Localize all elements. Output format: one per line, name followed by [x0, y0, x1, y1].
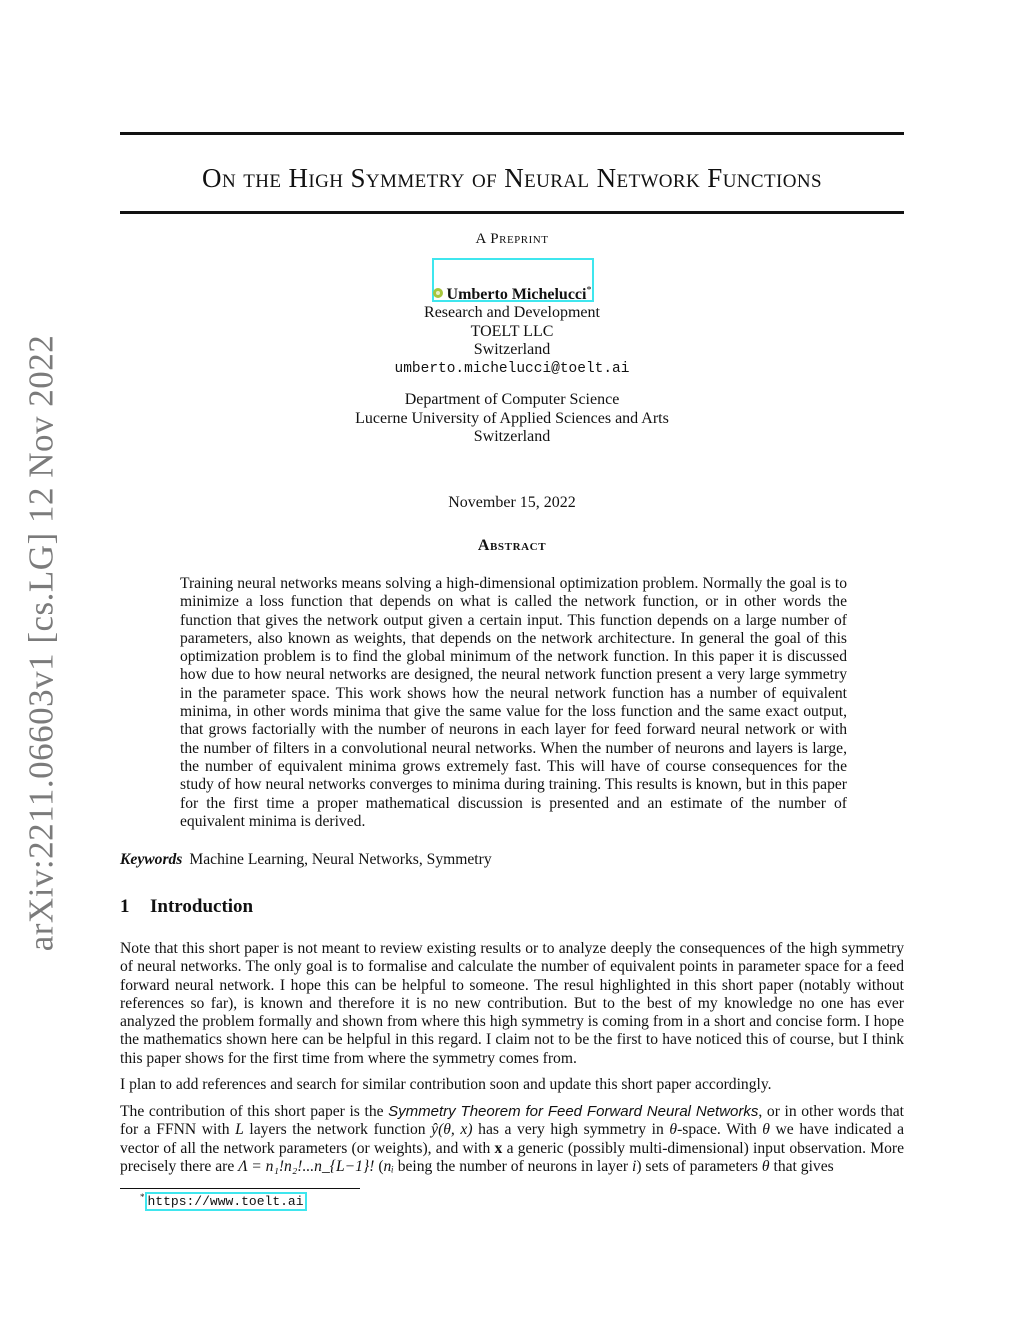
section-title: Introduction [150, 896, 254, 917]
author-email[interactable]: umberto.michelucci@toelt.ai [394, 360, 630, 377]
affiliation-1-line: Research and Development [424, 304, 600, 321]
orcid-icon[interactable] [433, 288, 443, 298]
arxiv-identifier: arXiv:2211.06603v1 [cs.LG] 12 Nov 2022 [21, 334, 61, 951]
text-run: The contribution of this short paper is the [120, 1103, 384, 1120]
theorem-name: Symmetry Theorem for Feed Forward Neural Networks [388, 1103, 759, 1120]
keywords-list: Machine Learning, Neural Networks, Symmetry [189, 851, 492, 868]
paper-title: On the High Symmetry of Neural Network Functions [202, 163, 822, 193]
author-line [120, 285, 904, 304]
math-symbol: nᵢ [383, 1157, 394, 1175]
math-symbol: i [631, 1157, 637, 1175]
text-run: being the number of neurons in layer [397, 1157, 629, 1175]
keywords-line [120, 851, 492, 869]
abstract-text: Training neural networks means solving a high-dimensional optimization problem. Normally the goal is to minimize a loss function that depends on what is called the network function, or in other words the function that gives the network output given a certain input. This function depends on a large number of parameters, also known as weights, that depends on the network architecture. In general the goal of this optimization problem is to find the global minimum of the network function. In this paper it is discussed how due to how neural networks are designed, the neural network function present a very large symmetry in the parameter space. This work shows how the neural network function has a number of equivalent minima, in other words minima that give the same value for the loss function and the same exact output, that grows factorially with the number of neurons in each layer for feed forward neural network or with the number of filters in a convolutional neural networks. When the number of neurons and layers is large, the number of equivalent minima grows extremely fast. This will have of course consequences for the study of how neural networks converges to minima during training. This results is known, but in this paper for the first time a proper mathematical discussion is presented and an estimate of the number of equivalent minima is derived. [180, 575, 847, 830]
author-name[interactable]: Umberto Michelucci [446, 286, 587, 303]
affiliation-2-line: Switzerland [473, 428, 551, 445]
section-heading [120, 896, 253, 918]
footnote-mark: * [140, 1192, 145, 1202]
affiliation-2-line: Lucerne University of Applied Sciences and Arts [355, 409, 669, 427]
text-run: -space. With [677, 1121, 757, 1139]
section-number: 1 [120, 896, 130, 917]
paper-date: November 15, 2022 [448, 494, 576, 511]
text-run: a generic (possibly multi-dimensional) input observation. More precisely there are [120, 1139, 904, 1175]
text-run: ) sets of parameters [636, 1157, 758, 1175]
text-run: we have indicated a vector of all the network parameters (or weights), and with [120, 1121, 905, 1157]
math-symbol: θ [669, 1121, 678, 1139]
intro-paragraph-1: Note that this short paper is not meant to review existing results or to analyze deeply the consequences of the high symmetry of neural networks. The only goal is to formalise and calculate the number of equivalent points in parameter space for a feed forward neural network. I hope this can be helpful to someone. The resul highlighted in this short paper (notably without references so far), is known and therefore it is no new contribution. But to the best of my knowledge no one has ever analyzed the problem formally and shown from where this high symmetry is coming from in a short and concise form. I hope the mathematics shown here can be helpful in this regard. I claim not to be the first to have noticed this of course, but I think this paper shows for the first time from where the symmetry comes from. [120, 940, 904, 1067]
arxiv-side-stamp [12, 334, 70, 951]
author-footnote-mark[interactable]: * [586, 285, 592, 296]
text-run: has a very high symmetry in [478, 1121, 664, 1139]
footnote-rule [120, 1188, 360, 1189]
title-bottom-rule [120, 211, 904, 214]
affiliation-2-line: Department of Computer Science [404, 391, 620, 408]
math-symbol: ŷ(θ, x) [431, 1121, 473, 1139]
keywords-label: Keywords [120, 851, 183, 868]
math-symbol: Λ = n₁!n₂!...n_{L−1}! [238, 1157, 375, 1175]
title-top-rule [120, 132, 904, 135]
abstract-heading: Abstract [477, 537, 547, 554]
footnote-url-link[interactable]: https://www.toelt.ai [145, 1192, 307, 1211]
footnote [140, 1192, 307, 1211]
math-symbol: θ [761, 1157, 770, 1175]
math-symbol: x [494, 1139, 503, 1157]
affiliation-1 [120, 304, 904, 378]
affiliation-1-line: Switzerland [473, 341, 551, 358]
intro-paragraph-2: I plan to add references and search for similar contribution soon and update this short paper accordingly. [120, 1076, 772, 1093]
intro-paragraph-3 [120, 1103, 904, 1176]
text-run: ( [378, 1157, 384, 1175]
text-run: that gives [773, 1157, 834, 1175]
text-run: , or in other words that for a FFNN with [120, 1103, 905, 1139]
math-symbol: L [235, 1121, 244, 1139]
text-run: layers the network function [249, 1121, 426, 1139]
affiliation-1-line: TOELT LLC [470, 322, 554, 340]
affiliation-2 [120, 391, 904, 447]
math-symbol: θ [762, 1121, 770, 1139]
preprint-label: A Preprint [475, 231, 549, 247]
